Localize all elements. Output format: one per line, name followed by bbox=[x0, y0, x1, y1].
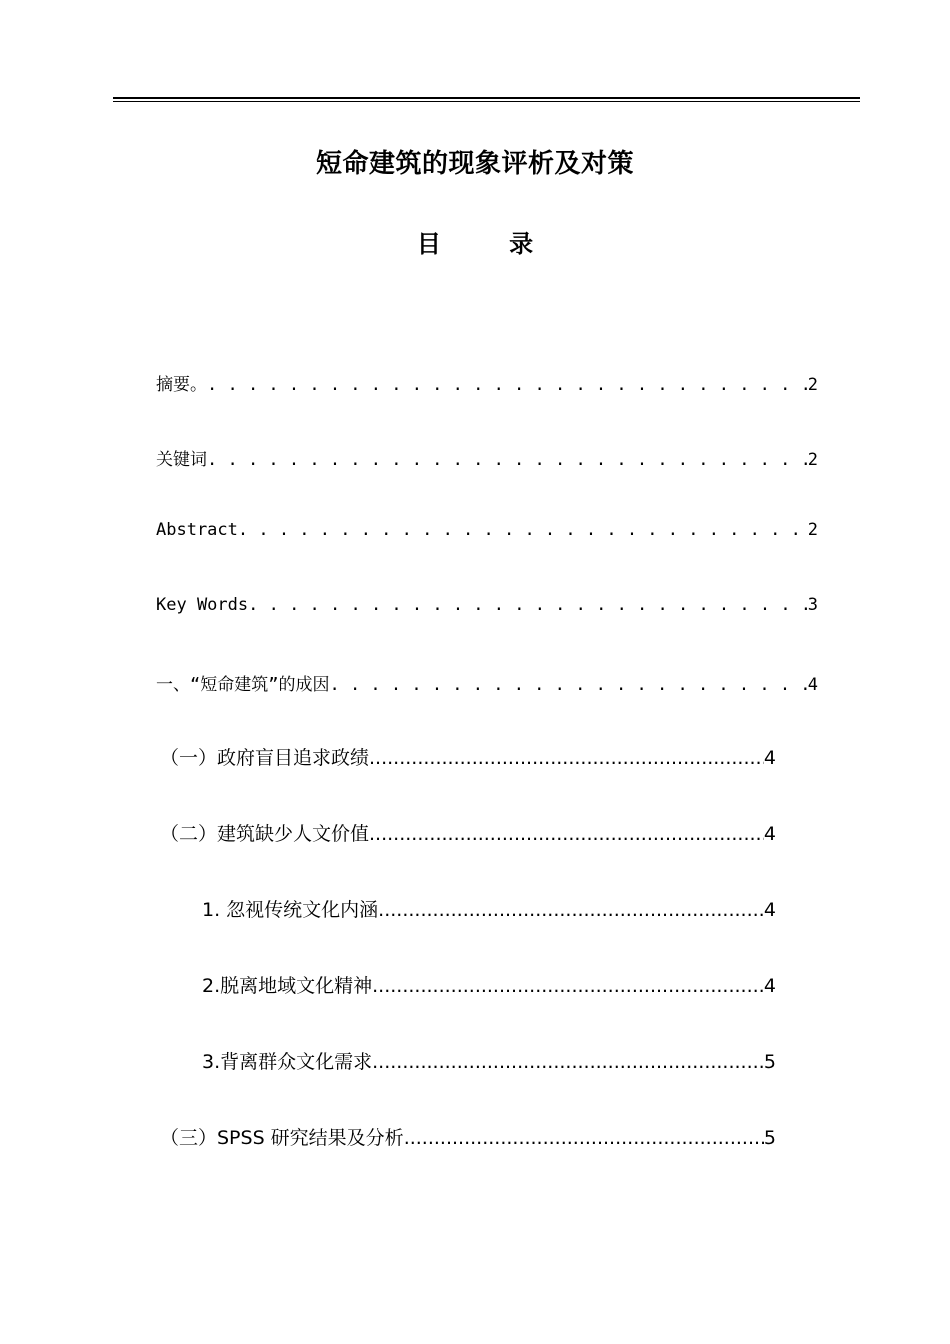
toc-entry-abstract-cn[interactable] bbox=[156, 370, 818, 395]
toc-page-number: 2 bbox=[807, 375, 818, 395]
toc-entry-label: Key Words bbox=[156, 595, 249, 615]
toc-entry-keywords-cn[interactable] bbox=[156, 445, 818, 470]
toc-leader bbox=[378, 899, 764, 921]
toc-entry-label: 摘要。 bbox=[156, 375, 207, 395]
toc-leader bbox=[238, 520, 808, 540]
toc-leader bbox=[404, 1127, 764, 1149]
toc-page-number: 5 bbox=[763, 1051, 776, 1073]
toc-entry-subsection-1[interactable] bbox=[202, 895, 776, 922]
toc-entry-subsection-2[interactable] bbox=[202, 971, 776, 998]
toc-entry-label: 一、“短命建筑”的成因 bbox=[156, 675, 330, 695]
toc-leader bbox=[329, 675, 807, 695]
toc-entry-section-1-3[interactable] bbox=[160, 1123, 776, 1150]
toc-page-number: 3 bbox=[807, 595, 818, 615]
toc-leader bbox=[369, 747, 764, 769]
toc-entry-label: （三）SPSS 研究结果及分析 bbox=[160, 1127, 404, 1149]
toc-page-number: 2 bbox=[807, 450, 818, 470]
toc-entry-label: （一）政府盲目追求政绩 bbox=[160, 747, 370, 769]
toc-entry-label: Abstract bbox=[156, 520, 238, 540]
toc-entry-label: （二）建筑缺少人文价值 bbox=[160, 823, 370, 845]
toc-leader bbox=[207, 375, 808, 395]
toc-leader bbox=[369, 823, 764, 845]
toc-leader bbox=[372, 975, 764, 997]
header-rule-thick bbox=[113, 97, 860, 99]
toc-leader bbox=[248, 595, 808, 615]
toc-page-number: 4 bbox=[763, 975, 776, 997]
toc-entry-subsection-3[interactable] bbox=[202, 1047, 776, 1074]
toc-entry-section-1-1[interactable] bbox=[160, 743, 776, 770]
toc-page-number: 4 bbox=[763, 747, 776, 769]
toc-entry-label: 2.脱离地域文化精神 bbox=[202, 975, 373, 997]
toc-entry-chapter-1[interactable] bbox=[156, 670, 818, 695]
toc-entry-keywords-en[interactable] bbox=[156, 595, 818, 615]
toc-heading: 目 录 bbox=[416, 230, 534, 258]
toc-leader bbox=[207, 450, 808, 470]
toc-entry-abstract-en[interactable] bbox=[156, 520, 818, 540]
toc-leader bbox=[372, 1051, 764, 1073]
toc-page-number: 5 bbox=[763, 1127, 776, 1149]
toc-entry-label: 关键词 bbox=[156, 450, 207, 470]
toc-page-number: 2 bbox=[807, 520, 818, 540]
document-title: 短命建筑的现象评析及对策 bbox=[315, 149, 634, 179]
toc-page-number: 4 bbox=[763, 899, 776, 921]
toc-entry-label: 3.背离群众文化需求 bbox=[202, 1051, 373, 1073]
toc-entry-section-1-2[interactable] bbox=[160, 819, 776, 846]
header-rule-thin bbox=[113, 101, 860, 102]
toc-entry-label: 1. 忽视传统文化内涵 bbox=[202, 899, 379, 921]
toc-page-number: 4 bbox=[763, 823, 776, 845]
toc-page-number: 4 bbox=[807, 675, 818, 695]
